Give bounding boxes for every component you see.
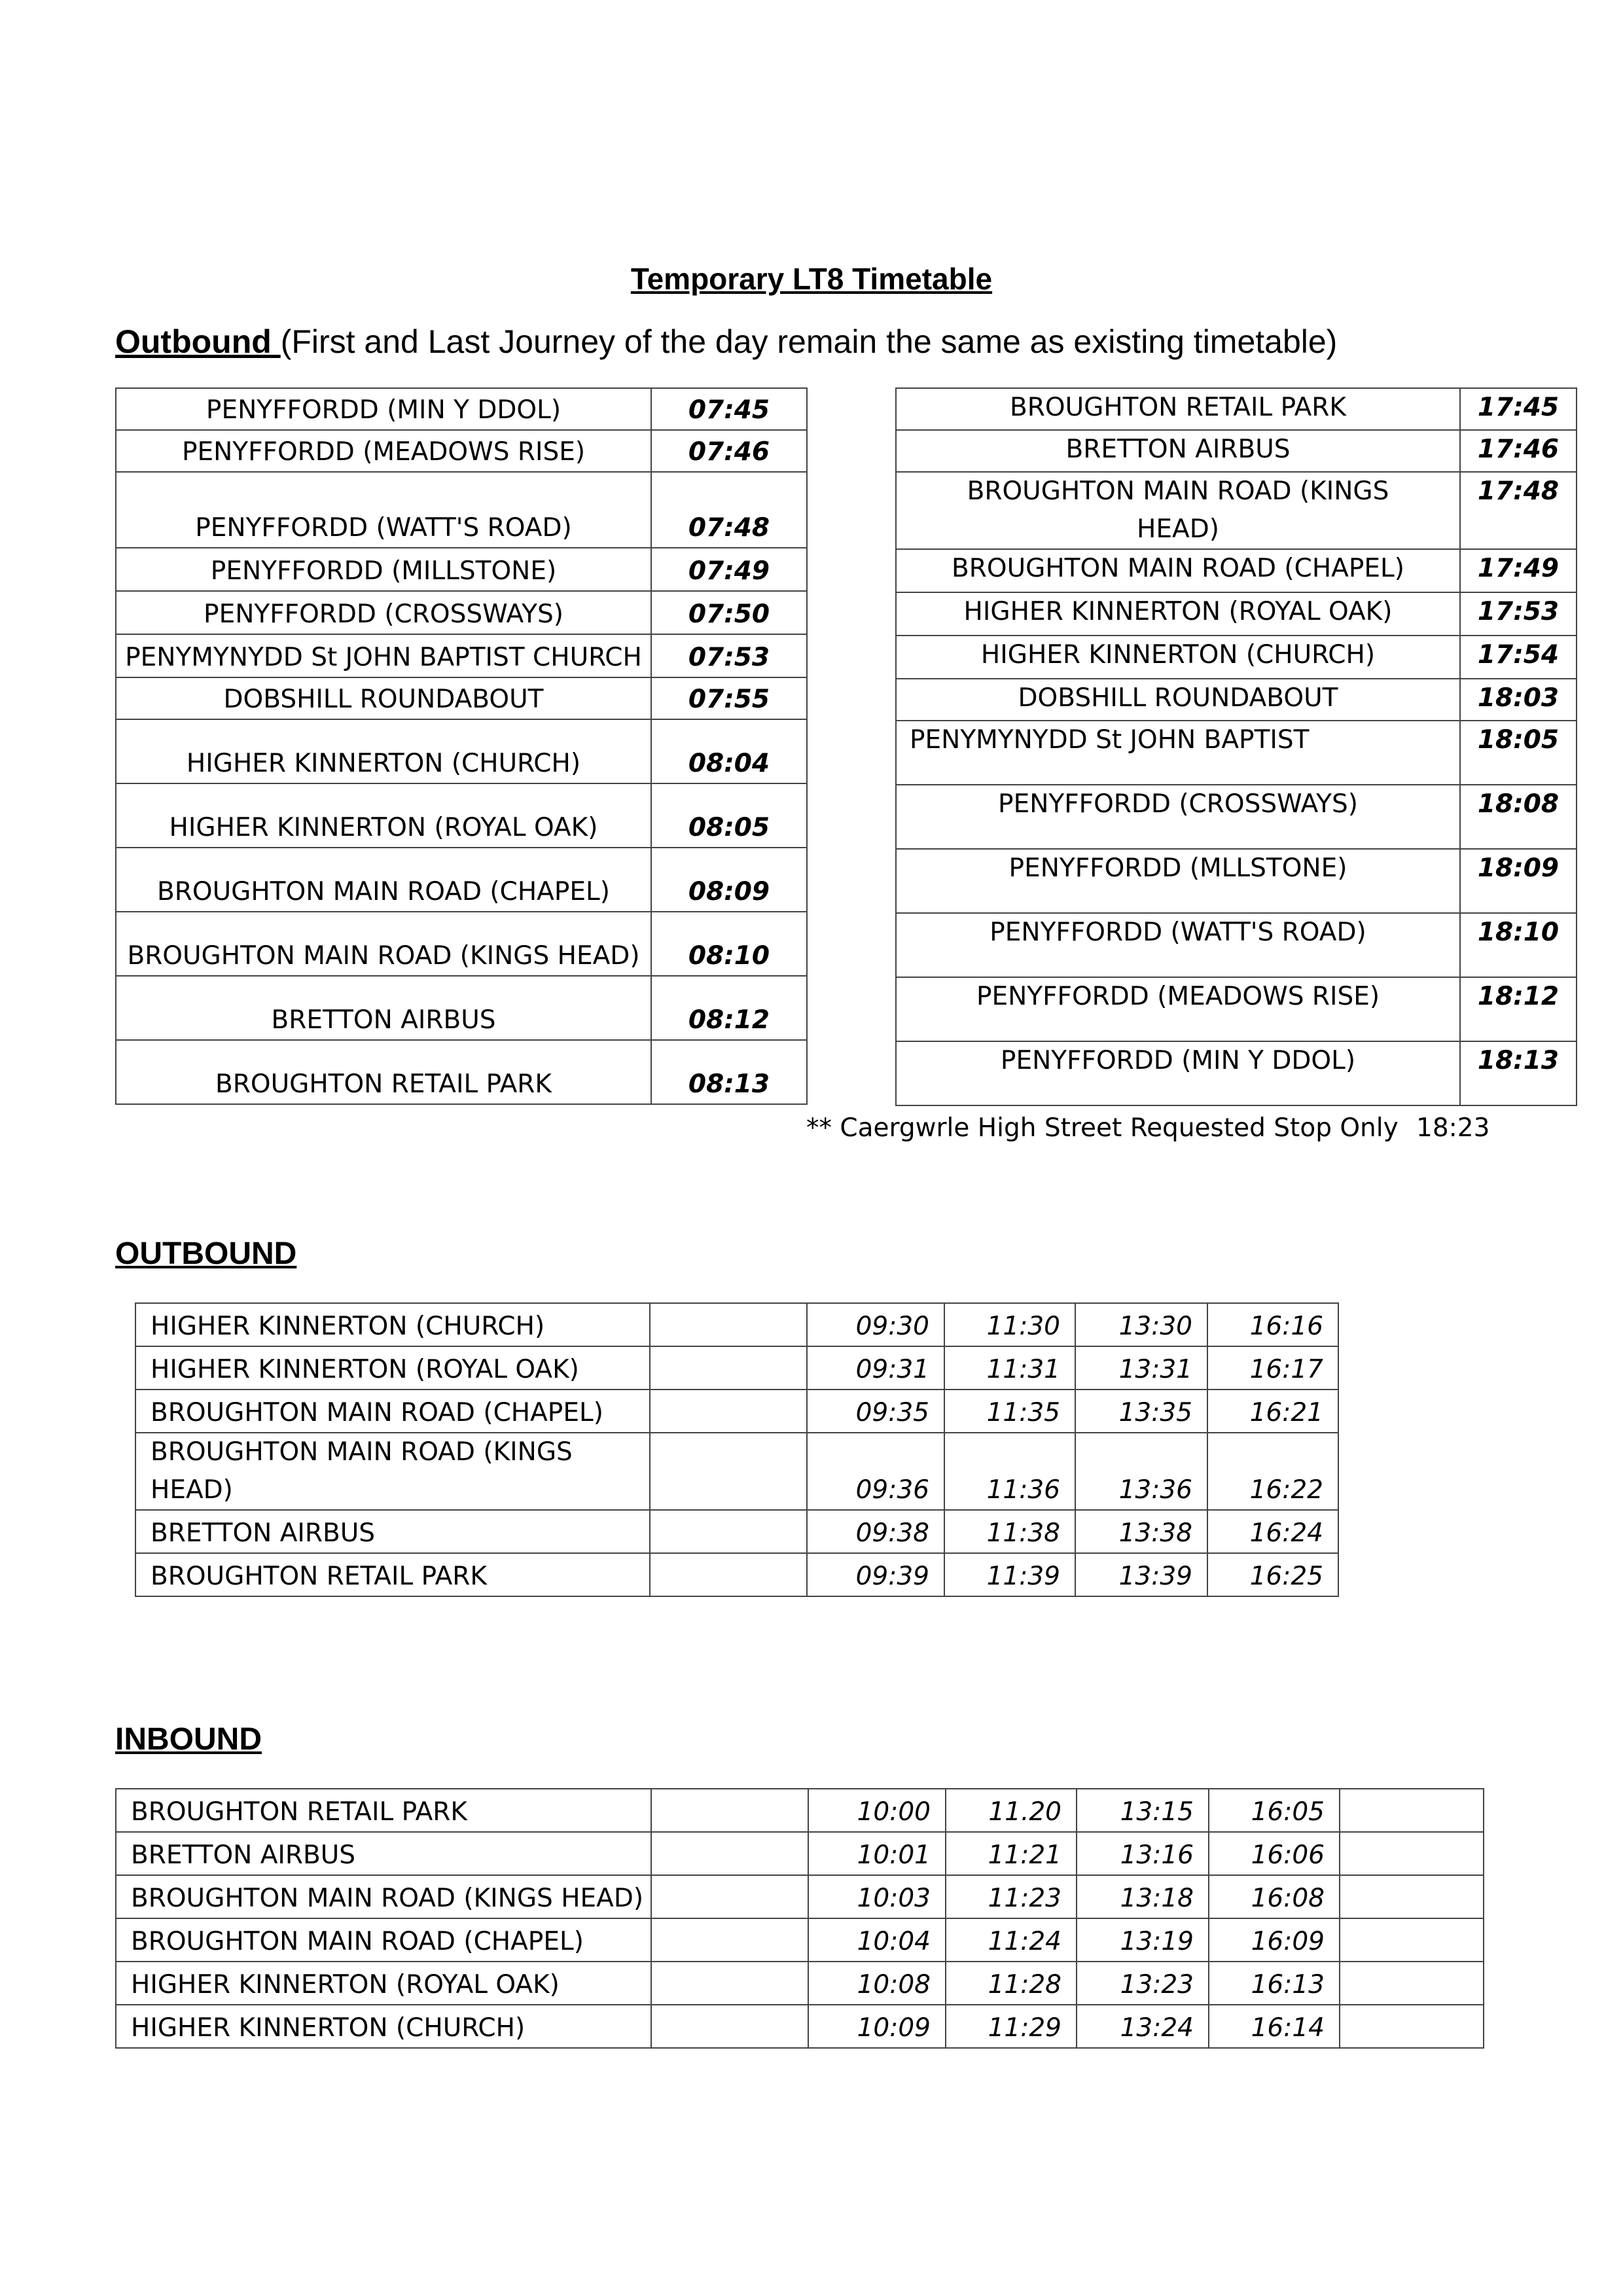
departure-time: 10:00 xyxy=(808,1789,946,1832)
departure-time: 13:31 xyxy=(1075,1346,1207,1390)
table-row xyxy=(116,719,807,783)
stop-name: HIGHER KINNERTON (CHURCH) xyxy=(135,1303,650,1346)
table-row xyxy=(116,677,807,719)
blank-cell xyxy=(1340,1918,1484,1962)
stop-name: PENYFFORDD (MLLSTONE) xyxy=(896,849,1460,913)
outbound-intro-heading: Outbound xyxy=(115,323,281,360)
table-row xyxy=(116,1789,1484,1832)
stop-name: DOBSHILL ROUNDABOUT xyxy=(116,677,651,719)
request-stop-note xyxy=(806,1110,1490,1147)
table-row xyxy=(116,912,807,976)
departure-time: 07:55 xyxy=(651,677,807,719)
outbound-heading: OUTBOUND xyxy=(115,1236,297,1271)
departure-time: 18:13 xyxy=(1460,1041,1577,1105)
blank-cell xyxy=(1340,1962,1484,2005)
departure-time: 08:05 xyxy=(651,783,807,848)
stop-name: PENYFFORDD (MIN Y DDOL) xyxy=(116,388,651,430)
stop-name: PENYMYNYDD St JOHN BAPTIST CHURCH xyxy=(116,634,651,677)
departure-time: 11:24 xyxy=(946,1918,1077,1962)
departure-time: 11:38 xyxy=(944,1510,1075,1553)
departure-time: 17:54 xyxy=(1460,636,1577,679)
outbound-intro-note: (First and Last Journey of the day remain the same as existing timetable) xyxy=(280,323,1338,360)
stop-name: PENYFFORDD (WATT'S ROAD) xyxy=(116,472,651,548)
departure-time: 16:13 xyxy=(1209,1962,1340,2005)
table-row xyxy=(116,634,807,677)
departure-time: 07:45 xyxy=(651,388,807,430)
departure-time: 16:17 xyxy=(1207,1346,1338,1390)
stop-name: BROUGHTON MAIN ROAD (KINGS HEAD) xyxy=(116,912,651,976)
table-row xyxy=(896,430,1577,472)
departure-time: 16:08 xyxy=(1209,1875,1340,1918)
departure-time: 11:35 xyxy=(944,1390,1075,1433)
stop-name: BROUGHTON MAIN ROAD (CHAPEL) xyxy=(135,1390,650,1433)
departure-time: 18:03 xyxy=(1460,679,1577,721)
stop-name: PENYFFORDD (MIN Y DDOL) xyxy=(896,1041,1460,1105)
departure-time: 16:14 xyxy=(1209,2005,1340,2048)
blank-cell xyxy=(651,1789,808,1832)
departure-time: 11.20 xyxy=(946,1789,1077,1832)
stop-name: PENYFFORDD (MEADOWS RISE) xyxy=(116,430,651,472)
departure-time: 17:48 xyxy=(1460,472,1577,549)
departure-time: 17:46 xyxy=(1460,430,1577,472)
stop-name: BROUGHTON RETAIL PARK xyxy=(116,1789,651,1832)
stop-name: HIGHER KINNERTON (ROYAL OAK) xyxy=(135,1346,650,1390)
departure-time: 08:04 xyxy=(651,719,807,783)
departure-time: 07:50 xyxy=(651,591,807,634)
blank-cell xyxy=(650,1390,807,1433)
table-row xyxy=(896,977,1577,1041)
morning-outbound-table xyxy=(115,387,808,1105)
inbound-heading: INBOUND xyxy=(115,1722,262,1757)
table-row xyxy=(896,785,1577,849)
blank-cell xyxy=(650,1346,807,1390)
table-row xyxy=(116,848,807,912)
departure-time: 09:31 xyxy=(807,1346,944,1390)
stop-name: BROUGHTON MAIN ROAD (CHAPEL) xyxy=(116,848,651,912)
evening-return-table xyxy=(895,387,1577,1106)
table-row xyxy=(135,1433,1338,1510)
table-row xyxy=(135,1553,1338,1596)
stop-name: PENYFFORDD (MEADOWS RISE) xyxy=(896,977,1460,1041)
table-row xyxy=(896,849,1577,913)
departure-time: 16:25 xyxy=(1207,1553,1338,1596)
stop-name: BRETTON AIRBUS xyxy=(135,1510,650,1553)
departure-time: 10:08 xyxy=(808,1962,946,2005)
inbound-table xyxy=(115,1788,1484,2049)
table-row xyxy=(135,1346,1338,1390)
departure-time: 16:16 xyxy=(1207,1303,1338,1346)
departure-time: 16:24 xyxy=(1207,1510,1338,1553)
outbound-table xyxy=(135,1302,1339,1597)
stop-name: PENYFFORDD (CROSSWAYS) xyxy=(896,785,1460,849)
stop-name: HIGHER KINNERTON (CHURCH) xyxy=(116,719,651,783)
table-row xyxy=(896,549,1577,592)
departure-time: 09:36 xyxy=(807,1433,944,1510)
request-stop-text: ** Caergwrle High Street Requested Stop Only xyxy=(806,1113,1399,1143)
departure-time: 11:36 xyxy=(944,1433,1075,1510)
departure-time: 08:13 xyxy=(651,1040,807,1104)
page-title: Temporary LT8 Timetable xyxy=(630,262,993,296)
blank-cell xyxy=(1340,1789,1484,1832)
stop-name: PENYFFORDD (MILLSTONE) xyxy=(116,548,651,591)
blank-cell xyxy=(1340,2005,1484,2048)
blank-cell xyxy=(650,1303,807,1346)
stop-name: BRETTON AIRBUS xyxy=(896,430,1460,472)
departure-time: 07:49 xyxy=(651,548,807,591)
departure-time: 16:06 xyxy=(1209,1832,1340,1875)
stop-name: BROUGHTON MAIN ROAD (KINGS HEAD) xyxy=(116,1875,651,1918)
departure-time: 16:05 xyxy=(1209,1789,1340,1832)
stop-name: BROUGHTON MAIN ROAD (CHAPEL) xyxy=(896,549,1460,592)
blank-cell xyxy=(1340,1875,1484,1918)
stop-name: HIGHER KINNERTON (ROYAL OAK) xyxy=(896,592,1460,636)
table-row xyxy=(116,1040,807,1104)
departure-time: 13:18 xyxy=(1077,1875,1209,1918)
departure-time: 16:21 xyxy=(1207,1390,1338,1433)
stop-name: HIGHER KINNERTON (CHURCH) xyxy=(116,2005,651,2048)
departure-time: 08:12 xyxy=(651,976,807,1040)
departure-time: 07:46 xyxy=(651,430,807,472)
departure-time: 09:35 xyxy=(807,1390,944,1433)
table-row xyxy=(896,1041,1577,1105)
departure-time: 11:39 xyxy=(944,1553,1075,1596)
departure-time: 13:16 xyxy=(1077,1832,1209,1875)
departure-time: 08:09 xyxy=(651,848,807,912)
stop-name: BRETTON AIRBUS xyxy=(116,976,651,1040)
stop-name: BROUGHTON RETAIL PARK xyxy=(896,388,1460,430)
departure-time: 18:10 xyxy=(1460,913,1577,977)
departure-time: 11:29 xyxy=(946,2005,1077,2048)
departure-time: 17:53 xyxy=(1460,592,1577,636)
blank-cell xyxy=(651,1962,808,2005)
stop-name: HIGHER KINNERTON (ROYAL OAK) xyxy=(116,783,651,848)
departure-time: 13:36 xyxy=(1075,1433,1207,1510)
departure-time: 10:03 xyxy=(808,1875,946,1918)
departure-time: 10:01 xyxy=(808,1832,946,1875)
table-row xyxy=(116,2005,1484,2048)
stop-name: PENYFFORDD (WATT'S ROAD) xyxy=(896,913,1460,977)
blank-cell xyxy=(651,1875,808,1918)
table-row xyxy=(135,1303,1338,1346)
table-row xyxy=(896,913,1577,977)
table-row xyxy=(116,388,807,430)
blank-cell xyxy=(651,1832,808,1875)
departure-time: 17:45 xyxy=(1460,388,1577,430)
departure-time: 18:09 xyxy=(1460,849,1577,913)
departure-time: 11:28 xyxy=(946,1962,1077,2005)
table-row xyxy=(896,721,1577,785)
table-row xyxy=(116,1875,1484,1918)
departure-time: 13:30 xyxy=(1075,1303,1207,1346)
stop-name: BROUGHTON RETAIL PARK xyxy=(135,1553,650,1596)
stop-name: PENYFFORDD (CROSSWAYS) xyxy=(116,591,651,634)
table-row xyxy=(135,1510,1338,1553)
departure-time: 11:31 xyxy=(944,1346,1075,1390)
blank-cell xyxy=(651,2005,808,2048)
table-row xyxy=(896,472,1577,549)
table-row xyxy=(116,783,807,848)
departure-time: 09:38 xyxy=(807,1510,944,1553)
blank-cell xyxy=(650,1510,807,1553)
table-row xyxy=(116,1832,1484,1875)
stop-name: PENYMYNYDD St JOHN BAPTIST xyxy=(896,721,1460,785)
stop-name: HIGHER KINNERTON (CHURCH) xyxy=(896,636,1460,679)
departure-time: 11:23 xyxy=(946,1875,1077,1918)
request-stop-time: 18:23 xyxy=(1416,1113,1490,1143)
outbound-intro xyxy=(115,321,1337,363)
departure-time: 07:48 xyxy=(651,472,807,548)
blank-cell xyxy=(650,1553,807,1596)
table-row xyxy=(116,976,807,1040)
departure-time: 18:05 xyxy=(1460,721,1577,785)
departure-time: 18:08 xyxy=(1460,785,1577,849)
table-row xyxy=(896,636,1577,679)
departure-time: 09:39 xyxy=(807,1553,944,1596)
stop-name: DOBSHILL ROUNDABOUT xyxy=(896,679,1460,721)
stop-name: BRETTON AIRBUS xyxy=(116,1832,651,1875)
table-row xyxy=(116,472,807,548)
departure-time: 17:49 xyxy=(1460,549,1577,592)
departure-time: 13:15 xyxy=(1077,1789,1209,1832)
departure-time: 11:30 xyxy=(944,1303,1075,1346)
table-row xyxy=(116,1962,1484,2005)
blank-cell xyxy=(1340,1832,1484,1875)
stop-name: BROUGHTON MAIN ROAD (KINGS HEAD) xyxy=(135,1433,650,1510)
stop-name: BROUGHTON MAIN ROAD (KINGS HEAD) xyxy=(896,472,1460,549)
table-row xyxy=(116,1918,1484,1962)
departure-time: 16:09 xyxy=(1209,1918,1340,1962)
table-row xyxy=(896,388,1577,430)
table-row xyxy=(896,679,1577,721)
departure-time: 08:10 xyxy=(651,912,807,976)
table-row xyxy=(116,430,807,472)
departure-time: 13:24 xyxy=(1077,2005,1209,2048)
blank-cell xyxy=(651,1918,808,1962)
table-row xyxy=(116,591,807,634)
departure-time: 11:21 xyxy=(946,1832,1077,1875)
stop-name: HIGHER KINNERTON (ROYAL OAK) xyxy=(116,1962,651,2005)
departure-time: 13:23 xyxy=(1077,1962,1209,2005)
departure-time: 18:12 xyxy=(1460,977,1577,1041)
departure-time: 13:39 xyxy=(1075,1553,1207,1596)
departure-time: 13:35 xyxy=(1075,1390,1207,1433)
departure-time: 07:53 xyxy=(651,634,807,677)
table-row xyxy=(116,548,807,591)
departure-time: 10:09 xyxy=(808,2005,946,2048)
blank-cell xyxy=(650,1433,807,1510)
departure-time: 10:04 xyxy=(808,1918,946,1962)
stop-name: BROUGHTON RETAIL PARK xyxy=(116,1040,651,1104)
table-row xyxy=(135,1390,1338,1433)
departure-time: 16:22 xyxy=(1207,1433,1338,1510)
departure-time: 13:19 xyxy=(1077,1918,1209,1962)
departure-time: 13:38 xyxy=(1075,1510,1207,1553)
departure-time: 09:30 xyxy=(807,1303,944,1346)
stop-name: BROUGHTON MAIN ROAD (CHAPEL) xyxy=(116,1918,651,1962)
table-row xyxy=(896,592,1577,636)
